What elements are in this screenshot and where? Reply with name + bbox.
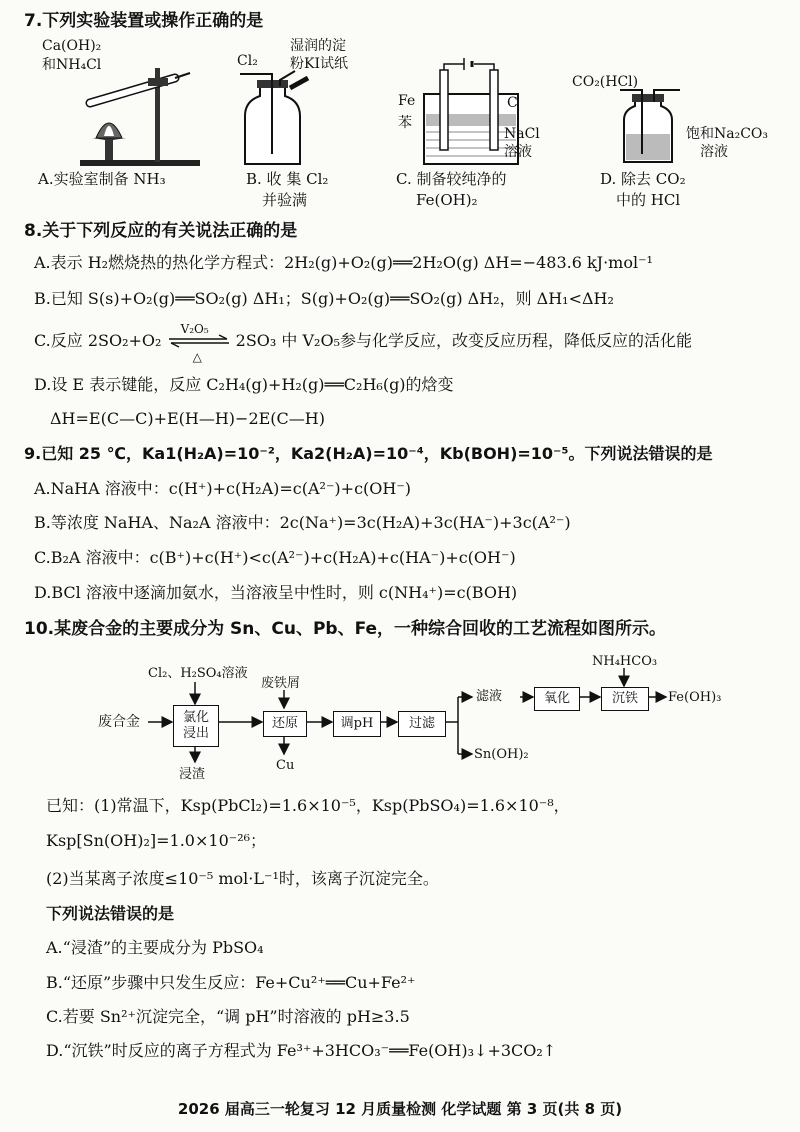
q8-option-b: B.已知 S(s)+O₂(g)══SO₂(g) ΔH₁；S(g)+O₂(g)══SO₂(g) ΔH₂，则 ΔH₁<ΔH₂ [34, 289, 614, 308]
q10-option-c: C.若要 Sn²⁺沉淀完全，“调 pH”时溶液的 pH≥3.5 [46, 1007, 410, 1026]
q9-option-a: A.NaHA 溶液中：c(H⁺)+c(H₂A)=c(A²⁻)+c(OH⁻) [34, 479, 412, 498]
page-footer: 2026 届高三一轮复习 12 月质量检测 化学试题 第 3 页(共 8 页) [177, 1100, 623, 1118]
flow-step-leach [173, 705, 219, 747]
figa-reagent2: 和NH₄Cl [42, 57, 102, 73]
flow-step-precipitate: 沉铁 [601, 687, 649, 711]
flow-residue: 浸渣 [179, 767, 206, 782]
flow-cu: Cu [276, 758, 295, 773]
q8-stem: 8.关于下列反应的有关说法正确的是 [24, 221, 298, 241]
flow-iron-scrap: 废铁屑 [261, 676, 301, 691]
catalytic-arrow [167, 322, 231, 364]
q8-option-a: A.表示 H₂燃烧热的热化学方程式：2H₂(g)+O₂(g)══2H₂O(g) ΔH=−483.6 kJ·mol⁻¹ [34, 253, 653, 272]
q9-option-b: B.等浓度 NaHA、Na₂A 溶液中：2c(Na⁺)=3c(H₂A)+3c(HA⁻)+3c(A²⁻) [34, 513, 571, 532]
q8-option-c [34, 322, 693, 364]
figc-benzene: 苯 [398, 115, 412, 131]
figc-caption2: Fe(OH)₂ [416, 191, 478, 209]
figb-paper1: 湿润的淀 [290, 38, 346, 54]
apparatus-a-illustration [30, 58, 230, 178]
flow-snoh2: Sn(OH)₂ [474, 747, 529, 762]
catalyst-label: V₂O₅ [180, 322, 209, 336]
figd-saturated: 饱和Na₂CO₃ [686, 126, 769, 142]
q10-known-1: 已知：(1)常温下，Ksp(PbCl₂)=1.6×10⁻⁵，Ksp(PbSO₄)=1.6×10⁻⁸， [46, 796, 570, 815]
q8-option-d-line1: D.设 E 表示键能，反应 C₂H₄(g)+H₂(g)══C₂H₆(g)的焓变 [34, 375, 454, 394]
figc-c: C [507, 95, 518, 111]
flow-feoh3: Fe(OH)₃ [668, 690, 722, 705]
flow-filtrate: 滤液 [476, 689, 503, 704]
flow-step-filter: 过滤 [398, 711, 446, 737]
q8-c-post: 2SO₃ 中 V₂O₅参与化学反应，改变反应历程，降低反应的活化能 [235, 331, 693, 350]
figd-caption1: D. 除去 CO₂ [600, 170, 686, 188]
q10-stem: 10.某废合金的主要成分为 Sn、Cu、Pb、Fe，一种综合回收的工艺流程如图所示。 [24, 619, 667, 639]
flow-leach-line1: 氯化 [182, 710, 209, 725]
figc-soln: 溶液 [504, 144, 532, 160]
flow-nh4hco3: NH₄HCO₃ [592, 654, 658, 669]
flow-feed: 废合金 [98, 714, 140, 730]
q9-stem: 9.已知 25 ℃，Ka1(H₂A)=10⁻²，Ka2(H₂A)=10⁻⁴，Kb(BOH)=10⁻⁵。下列说法错误的是 [24, 444, 713, 463]
figd-soln: 溶液 [700, 144, 728, 160]
figd-caption2: 中的 HCl [616, 191, 681, 209]
figa-reagent1: Ca(OH)₂ [42, 38, 102, 54]
flow-step-oxidize: 氧化 [534, 687, 580, 711]
q10-option-a: A.“浸渣”的主要成分为 PbSO₄ [46, 938, 264, 957]
q9-option-d: D.BCl 溶液中逐滴加氨水，当溶液呈中性时，则 c(NH₄⁺)=c(BOH) [34, 583, 518, 602]
figb-caption1: B. 收 集 Cl₂ [246, 170, 329, 188]
flow-leach-line2: 浸出 [182, 726, 209, 741]
flow-step-ph: 调pH [333, 711, 381, 737]
q9-option-c: C.B₂A 溶液中：c(B⁺)+c(H⁺)<c(A²⁻)+c(H₂A)+c(HA⁻)+c(OH⁻) [34, 548, 516, 567]
figc-nacl: NaCl [504, 126, 540, 142]
q8-c-pre: C.反应 2SO₂+O₂ [34, 331, 162, 350]
q10-known-3: (2)当某离子浓度≤10⁻⁵ mol·L⁻¹时，该离子沉淀完全。 [46, 869, 439, 888]
flow-input-reagents: Cl₂、H₂SO₄溶液 [148, 666, 248, 681]
figb-caption2: 并验满 [262, 191, 308, 209]
q10-option-d: D.“沉铁”时反应的离子方程式为 Fe³⁺+3HCO₃⁻══Fe(OH)₃↓+3CO₂↑ [46, 1041, 557, 1060]
figd-gas: CO₂(HCl) [572, 74, 639, 90]
q10-option-b: B.“还原”步骤中只发生反应：Fe+Cu²⁺══Cu+Fe²⁺ [46, 973, 416, 992]
q7-stem: 7.下列实验装置或操作正确的是 [24, 11, 264, 31]
q10-ask: 下列说法错误的是 [46, 904, 175, 923]
flow-step-reduce: 还原 [263, 711, 307, 737]
figc-caption1: C. 制备较纯净的 [396, 170, 507, 188]
q8-option-d-line2: ΔH=E(C—C)+E(H—H)−2E(C—H) [50, 409, 325, 428]
q10-known-2: Ksp[Sn(OH)₂]=1.0×10⁻²⁶； [46, 831, 267, 850]
figa-caption: A.实验室制备 NH₃ [38, 170, 166, 188]
bottle-b-illustration [240, 66, 330, 176]
figb-gas: Cl₂ [237, 53, 258, 69]
figc-fe: Fe [398, 93, 416, 109]
figb-paper2: 粉KI试纸 [290, 56, 348, 72]
heat-label: △ [192, 350, 202, 364]
